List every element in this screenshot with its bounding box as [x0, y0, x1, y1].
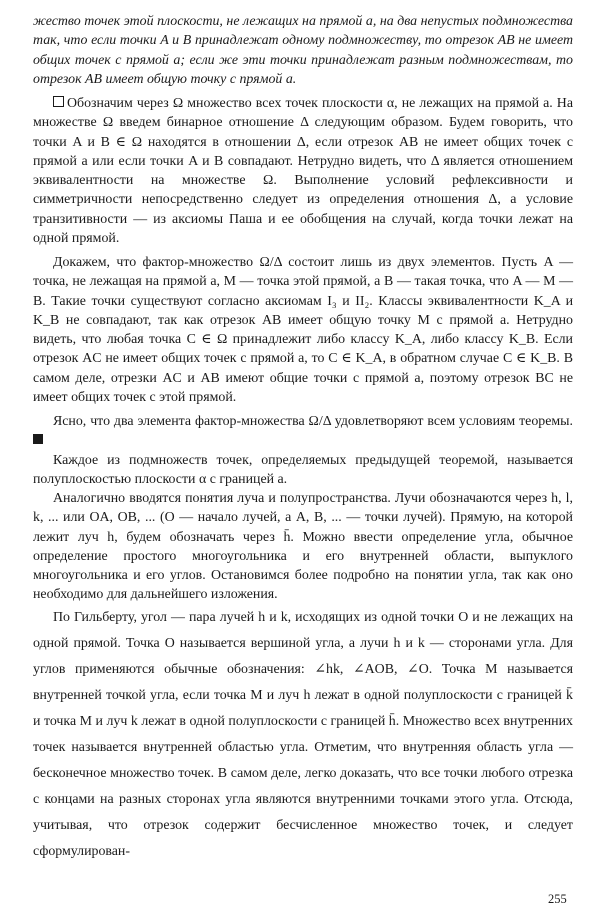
proof-end-square-icon	[33, 434, 43, 444]
proof-factor-set-paragraph: Докажем, что фактор-множество Ω/Δ состоит лишь из двух элементов. Пусть A — точка, не лежащая на прямой a, M — точка этой прямой, а B — такая точка, что A — M — B. Такие точки существуют согласно аксиомам I₃ и II₂. Классы эквивалентности K_A и K_B не совпадают, так как отрезок AB имеет общую точку M с прямой a. Нетрудно видеть, что любая точка C ∈ Ω принадлежит либо классу K_A, либо классу K_B. Если отрезок AC не имеет общих точек с прямой a, то C ∈ K_A, в обратном случае C ∈ K_B. В самом деле, отрезки AC и AB имеют общие точки с прямой a, поэтому отрезок BC не имеет общих точек с этой прямой.	[33, 255, 573, 405]
theorem-statement-end: жество точек этой плоскости, не лежащих на прямой a, на два непустых подмножества так, что если точки A и B принадлежат одному подмножеству, то отрезок AB не имеет общих точек с прямой a; если же эти точки принадлежат разным подмножествам, то отрезок AB имеет общую точку с прямой a.	[33, 14, 573, 87]
hilbert-angle-paragraph: По Гильберту, угол — пара лучей h и k, исходящих из одной точки O и не лежащих на одной прямой. Точка O называется вершиной угла, а лучи h и k — сторонами угла. Для углов применяются обычные обозначения: ∠hk, ∠AOB, ∠O. Точка M называется внутренней точкой угла, если точка M и луч h лежат в одной полуплоскости с границей k̄ и точка M и луч k лежат в одной полуплоскости с границей h̄. Множество всех внутренних точек называется внутренней областью угла. Отметим, что внутренняя область угла — бесконечное множество точек. В самом деле, легко доказать, что все точки любого отрезка с концами на разных сторонах угла являются внутренними точками этого угла. Отсюда, учитывая, что отрезок содержит бесчисленное множество точек, и следует сформулирован-	[33, 609, 573, 859]
page-number: 255	[548, 892, 567, 906]
proof-conclusion-paragraph: Ясно, что два элемента фактор-множества Ω/Δ удовлетворяют всем условиям теоремы.	[33, 412, 573, 451]
proof-paragraph: Обозначим через Ω множество всех точек плоскости α, не лежащих на прямой a. На множестве Ω введем бинарное отношение Δ следующим образом. Будем говорить, что точки A и B ∈ Ω находятся в отношении Δ, если отрезок AB не имеет общих точек с прямой a или если точки A и B совпадают. Нетрудно видеть, что Δ является отношением эквивалентности на множестве Ω. Выполнение условий рефлексивности и симметричности непосредственно следует из определения отношения Δ, а условие транзитивности — из аксиомы Паша и ее обобщения на случай, когда точки лежат на одной прямой.	[33, 96, 573, 246]
halfplane-definition: Каждое из подмножеств точек, определяемых предыдущей теоремой, называется полуплоскостью плоскости α с границей a.	[33, 452, 573, 487]
rays-paragraph: Аналогично вводятся понятия луча и полупространства. Лучи обозначаются через h, l, k, ... или OA, OB, ... (O — начало лучей, а A, B, ... — точки лучей). Прямую, на которой лежит луч h, будем обозначать через h̄. Можно ввести определение угла, обычное определение простого многоугольника и его внутренней области, выпуклого многоугольника и его углов. Остановимся более подробно на понятии угла, так как оно необходимо для дальнейшего изложения.	[33, 491, 573, 603]
proof-start-square-icon	[53, 96, 64, 107]
page-body	[33, 12, 573, 865]
